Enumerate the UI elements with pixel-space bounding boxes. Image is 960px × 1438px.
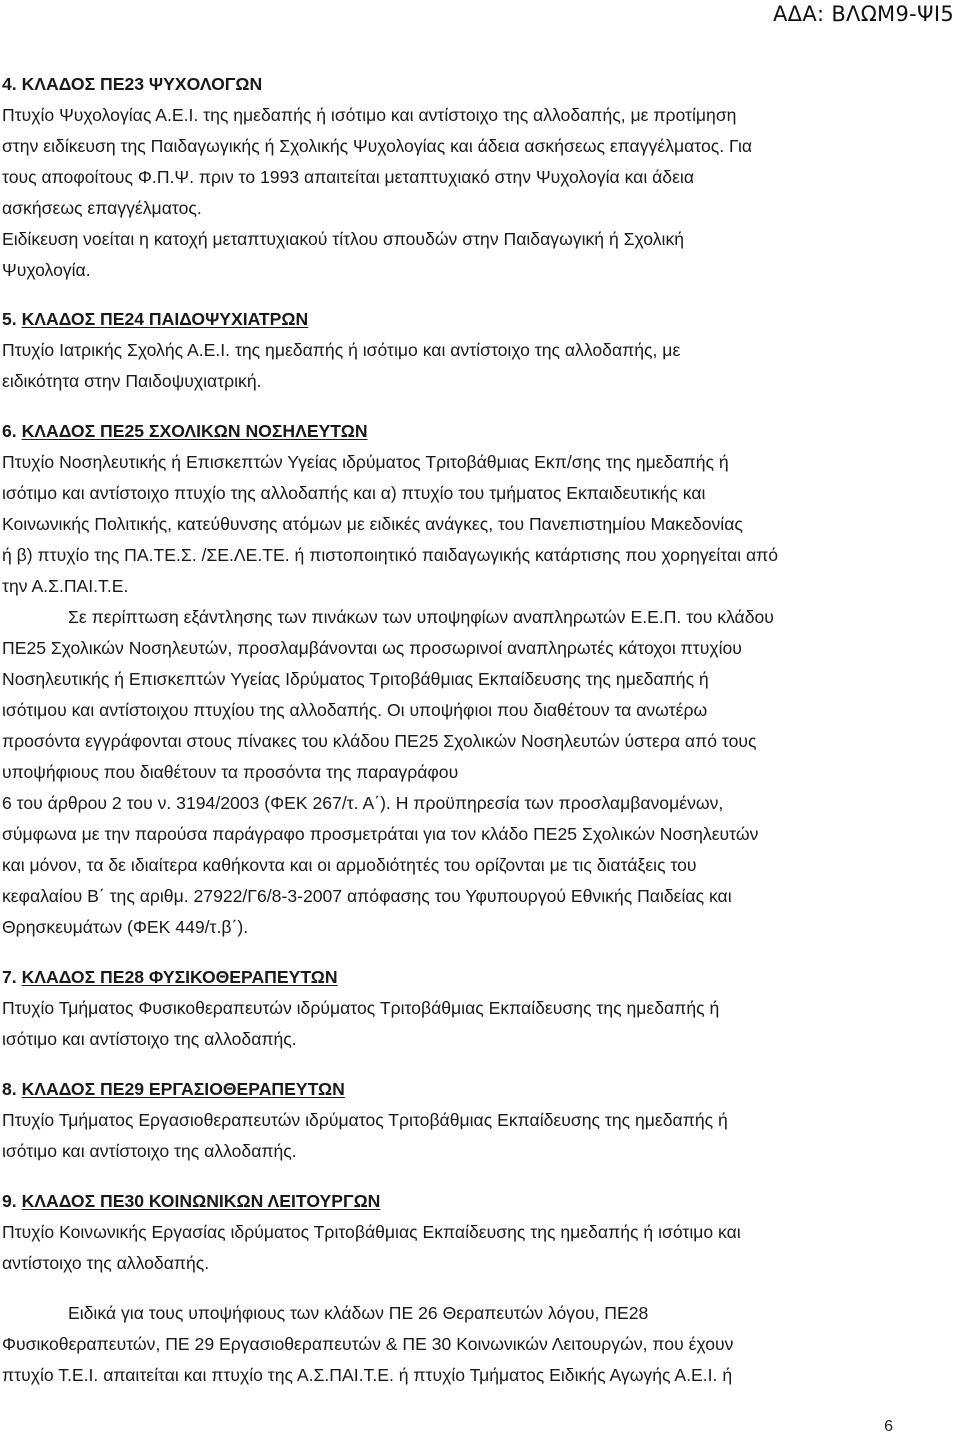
section-heading [2,966,338,988]
paragraph-line: Πτυχίο Τμήματος Εργασιοθεραπευτών ιδρύματος Τριτοβάθμιας Εκπαίδευσης της ημεδαπής ή [2,1110,728,1130]
paragraph-line: 6 του άρθρου 2 του ν. 3194/2003 (ΦΕΚ 267/τ. Α΄). Η προϋπηρεσία των προσλαμβανομένων, [2,793,724,813]
paragraph-line: Κοινωνικής Πολιτικής, κατεύθυνσης ατόμων με ειδικές ανάγκες, του Πανεπιστημίου Μακεδονίας [2,514,743,534]
section-title: ΚΛΑΔΟΣ ΠΕ24 ΠΑΙΔΟΨΥΧΙΑΤΡΩΝ [21,309,309,329]
paragraph-line: υποψήφιους που διαθέτουν τα προσόντα της παραγράφου [2,762,459,782]
closing-note-line: Φυσικοθεραπευτών, ΠΕ 29 Εργασιοθεραπευτών & ΠΕ 30 Κοινωνικών Λειτουργών, που έχουν [2,1334,734,1354]
section-heading [2,1078,345,1100]
section-title: ΚΛΑΔΟΣ ΠΕ23 ΨΥΧΟΛΟΓΩΝ [21,74,263,94]
closing-note-line: πτυχίο Τ.Ε.Ι. απαιτείται και πτυχίο της Α.Σ.ΠΑΙ.Τ.Ε. ή πτυχίο Τμήματος Ειδικής Αγωγής Α.Ε.Ι. ή [2,1365,733,1385]
paragraph-line: ΠΕ25 Σχολικών Νοσηλευτών, προσλαμβάνονται ως προσωρινοί αναπληρωτές κάτοχοι πτυχίου [2,638,742,658]
ada-code: ΑΔΑ: ΒΛΩΜ9-ΨΙ5 [772,2,954,26]
paragraph-line: Σε περίπτωση εξάντλησης των πινάκων των υποψηφίων αναπληρωτών Ε.Ε.Π. του κλάδου [68,607,774,627]
paragraph-line: ισότιμο και αντίστοιχο πτυχίο της αλλοδαπής και α) πτυχίο του τμήματος Εκπαιδευτικής και [2,483,706,503]
section-heading [2,308,308,330]
paragraph-line: ή β) πτυχίο της ΠΑ.ΤΕ.Σ. /ΣΕ.ΛΕ.ΤΕ. ή πιστοποιητικό παιδαγωγικής κατάρτισης που χορηγείται από [2,545,779,565]
paragraph-line: την Α.Σ.ΠΑΙ.Τ.Ε. [2,576,129,596]
section-title: ΚΛΑΔΟΣ ΠΕ30 ΚΟΙΝΩΝΙΚΩΝ ΛΕΙΤΟΥΡΓΩΝ [21,1191,381,1211]
closing-note-line: Ειδικά για τους υποψήφιους των κλάδων ΠΕ 26 Θεραπευτών λόγου, ΠΕ28 [68,1303,649,1323]
paragraph-line: ισότιμο και αντίστοιχο της αλλοδαπής. [2,1029,297,1049]
paragraph-line: Ειδίκευση νοείται η κατοχή μεταπτυχιακού τίτλου σπουδών στην Παιδαγωγική ή Σχολική [2,229,685,249]
paragraph-line: κεφαλαίου Β΄ της αριθμ. 27922/Γ6/8-3-2007 απόφασης του Υφυπουργού Εθνικής Παιδείας και [2,886,732,906]
paragraph-line: Πτυχίο Ψυχολογίας Α.Ε.Ι. της ημεδαπής ή ισότιμο και αντίστοιχο της αλλοδαπής, με προτίμηση [2,105,737,125]
paragraph-line: στην ειδίκευση της Παιδαγωγικής ή Σχολικής Ψυχολογίας και άδεια ασκήσεως επαγγέλματος. Για [2,136,753,156]
paragraph-line: Πτυχίο Νοσηλευτικής ή Επισκεπτών Υγείας ιδρύματος Τριτοβάθμιας Εκπ/σης της ημεδαπής ή [2,452,729,472]
section-heading [2,73,262,95]
section-heading [2,420,368,442]
paragraph-line: ασκήσεως επαγγέλματος. [2,198,202,218]
paragraph-line: προσόντα εγγράφονται στους πίνακες του κλάδου ΠΕ25 Σχολικών Νοσηλευτών ύστερα από τους [2,731,757,751]
paragraph-line: και μόνον, τα δε ιδιαίτερα καθήκοντα και οι αρμοδιότητές του ορίζονται με τις διατάξεις του [2,855,697,875]
paragraph-line: τους αποφοίτους Φ.Π.Ψ. πριν το 1993 απαιτείται μεταπτυχιακό στην Ψυχολογία και άδεια [2,167,695,187]
section-title: ΚΛΑΔΟΣ ΠΕ28 ΦΥΣΙΚΟΘΕΡΑΠΕΥΤΩΝ [21,967,338,987]
page-number: 6 [884,1418,893,1435]
paragraph-line: σύμφωνα με την παρούσα παράγραφο προσμετράται για τον κλάδο ΠΕ25 Σχολικών Νοσηλευτών [2,824,759,844]
paragraph-line: Πτυχίο Κοινωνικής Εργασίας ιδρύματος Τριτοβάθμιας Εκπαίδευσης της ημεδαπής ή ισότιμο και [2,1222,741,1242]
section-title: ΚΛΑΔΟΣ ΠΕ29 ΕΡΓΑΣΙΟΘΕΡΑΠΕΥΤΩΝ [21,1079,345,1099]
section-number: 4. [2,74,22,94]
paragraph-line: Πτυχίο Τμήματος Φυσικοθεραπευτών ιδρύματος Τριτοβάθμιας Εκπαίδευσης της ημεδαπής ή [2,998,720,1018]
section-number: 7. [2,967,22,987]
paragraph-line: αντίστοιχο της αλλοδαπής. [2,1253,210,1273]
section-number: 5. [2,309,22,329]
paragraph-line: ισότιμου και αντίστοιχου πτυχίου της αλλοδαπής. Οι υποψήφιοι που διαθέτουν τα ανωτέρω [2,700,708,720]
paragraph-line: Πτυχίο Ιατρικής Σχολής Α.Ε.Ι. της ημεδαπής ή ισότιμο και αντίστοιχο της αλλοδαπής, με [2,340,681,360]
section-title: ΚΛΑΔΟΣ ΠΕ25 ΣΧΟΛΙΚΩΝ ΝΟΣΗΛΕΥΤΩΝ [21,421,368,441]
paragraph-line: ειδικότητα στην Παιδοψυχιατρική. [2,371,262,391]
section-heading [2,1190,380,1212]
paragraph-line: ισότιμο και αντίστοιχο της αλλοδαπής. [2,1141,297,1161]
section-number: 8. [2,1079,22,1099]
section-number: 6. [2,421,22,441]
paragraph-line: Θρησκευμάτων (ΦΕΚ 449/τ.β΄). [2,917,249,937]
paragraph-line: Ψυχολογία. [2,260,91,280]
section-number: 9. [2,1191,22,1211]
paragraph-line: Νοσηλευτικής ή Επισκεπτών Υγείας Ιδρύματος Τριτοβάθμιας Εκπαίδευσης της ημεδαπής ή [2,669,709,689]
